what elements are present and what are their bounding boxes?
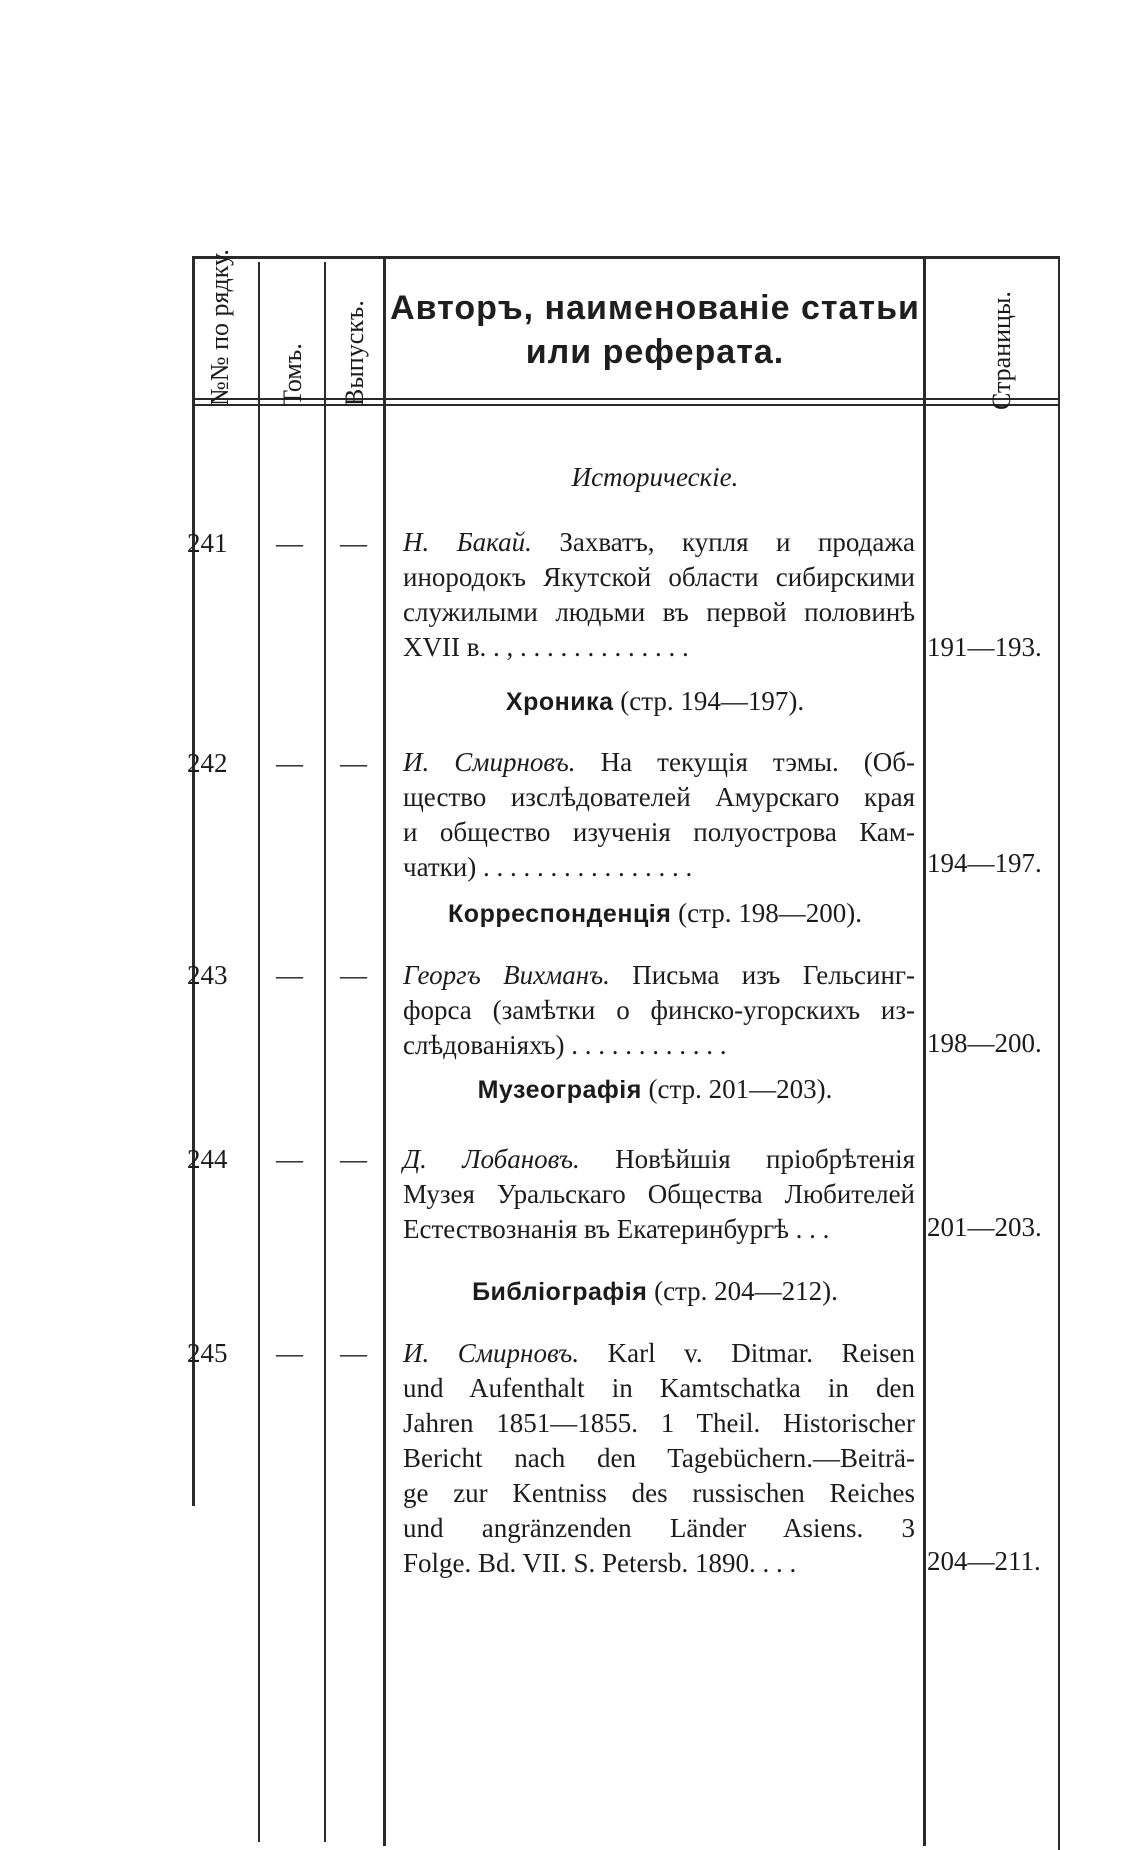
row-volume: —: [276, 960, 303, 990]
row-volume: —: [276, 528, 303, 558]
row-issue: —: [340, 528, 367, 558]
section-range: (стр. 204—212).: [654, 1276, 838, 1306]
row-issue: —: [340, 960, 367, 990]
row-issue: —: [340, 1144, 367, 1174]
row-pages: 201—203.: [927, 1212, 1042, 1242]
row-number: 243: [187, 960, 228, 990]
row-volume: —: [276, 1338, 303, 1368]
row-volume: —: [276, 1144, 303, 1174]
row-number: 244: [187, 1144, 228, 1174]
entry-author: Георгъ Вихманъ.: [403, 960, 610, 990]
column-rule-left: [192, 256, 195, 1506]
column-rule-volume: [258, 262, 260, 1842]
entry-author: И. Смирновъ.: [403, 747, 576, 777]
row-entry-text: Д. Лобановъ. Новѣйшія пріобрѣтенія Музея Уральскаго Общества Любителей Естествознанія въ Екатеринбургѣ . . .: [403, 1144, 915, 1244]
row-entry-text: И. Смирновъ. На текущія тэмы. (Об- щество изслѣдователей Амурскаго края и общество изученія полуострова Кам- чатки) . . . . . . . . . . . . . . . .: [403, 747, 916, 882]
section-title: Библіографія: [472, 1278, 648, 1306]
section-title: Музеографія: [477, 1076, 642, 1104]
header-col-volume: Томъ.: [278, 343, 307, 406]
row-pages: 198—200.: [927, 1028, 1042, 1058]
section-range: (стр. 201—203).: [648, 1074, 833, 1104]
row-issue: —: [340, 748, 367, 778]
entry-author: Н. Бакай.: [403, 527, 532, 557]
row-number: 241: [187, 528, 228, 558]
header-col-title-line1: Авторъ, наименованіе статьи: [390, 289, 920, 327]
section-range: (стр. 194—197).: [620, 686, 805, 716]
row-entry-text: Н. Бакай. Захватъ, купля и продажа инородокъ Якутской области сибирскими служилыми людьми въ первой половинѣ XVII в. . , . . . . . . . . . . . . .: [403, 527, 915, 662]
header-col-pages: Страницы.: [987, 291, 1016, 410]
header-bottom-rule-2: [192, 404, 1060, 406]
header-col-issue: Выпускъ.: [340, 300, 369, 406]
row-number: 242: [187, 748, 228, 778]
row-volume: —: [276, 748, 303, 778]
row-entry-text: Георгъ Вихманъ. Письма изъ Гельсинг- форса (замѣтки о финско-угорскихъ из- слѣдованіяхъ) . . . . . . . . . . . .: [403, 960, 915, 1060]
section-heading: [385, 1074, 925, 1105]
section-title: Историческіе.: [571, 462, 739, 492]
entry-author: И. Смирновъ.: [403, 1338, 580, 1368]
header-col-title-line2: или реферата.: [525, 333, 785, 371]
section-heading: [385, 898, 925, 929]
row-pages: 191—193.: [927, 632, 1042, 662]
row-pages: 204—211.: [927, 1546, 1041, 1576]
section-heading: [385, 462, 925, 493]
header-col-number: №№ по рядку.: [205, 249, 234, 406]
section-title: Корреспонденція: [448, 900, 672, 928]
row-entry-text: И. Смирновъ. Karl v. Ditmar. Reisen und Aufenthalt in Kamtschatka in den Jahren 1851—1855. 1 Theil. Historischer Bericht nach den Tagebüchern.—Beiträ- ge zur Kentniss des russischen Reiches und angränzenden Länder Asiens. 3 Folge. Bd. VII. S. Petersb. 1890. . . .: [403, 1338, 916, 1578]
section-heading: [385, 686, 925, 717]
section-title: Хроника: [505, 688, 614, 716]
column-rule-issue: [324, 262, 326, 1842]
row-pages: 194—197.: [927, 848, 1042, 878]
entry-author: Д. Лобановъ.: [403, 1144, 580, 1174]
column-rule-title: [383, 256, 386, 1846]
header-bottom-rule: [192, 398, 1060, 400]
section-range: (стр. 198—200).: [678, 898, 862, 928]
row-issue: —: [340, 1338, 367, 1368]
section-heading: [385, 1276, 925, 1307]
header-top-rule: [192, 256, 1060, 259]
row-number: 245: [187, 1338, 228, 1368]
